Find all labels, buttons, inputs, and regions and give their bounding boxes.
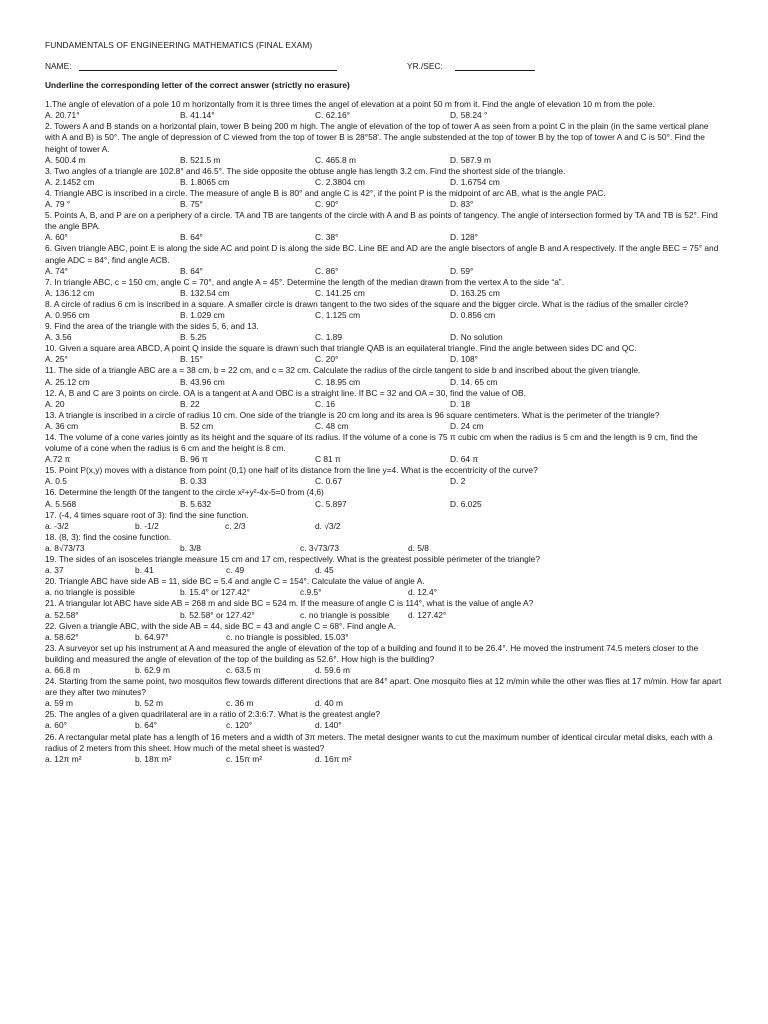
question-text: 24. Starting from the same point, two mosquitos flew towards different directions that are 84° apart. One mosquito flies at 12 m/min while the other was flies at 17 m/min. How far apart are they after two minutes? (45, 676, 722, 698)
question-item (45, 621, 725, 643)
answer-option[interactable]: b. 41 (135, 565, 154, 576)
question-item (45, 465, 725, 487)
name-blank-line[interactable] (79, 70, 337, 71)
answer-options (45, 266, 725, 277)
question-item (45, 643, 725, 676)
answer-option[interactable]: C. 1.125 cm (315, 309, 361, 320)
answer-option[interactable]: c. 15π m² (226, 753, 263, 764)
answer-option[interactable]: D. 58.24 ° (450, 110, 488, 121)
answer-option[interactable]: b. 15.4° or 127.42° (180, 587, 251, 598)
answer-option[interactable]: a. 66.8 m (45, 664, 80, 675)
answer-option[interactable]: A. 25.12 cm (45, 376, 90, 387)
answer-option[interactable]: C. 465.8 m (315, 154, 356, 165)
question-item (45, 321, 725, 343)
answer-options (45, 177, 725, 188)
answer-option[interactable]: A.72 π (45, 454, 71, 465)
answer-option[interactable]: C. 86° (315, 265, 339, 276)
question-text: 9. Find the area of the triangle with the sides 5, 6, and 13. (45, 321, 259, 332)
answer-options (45, 377, 725, 388)
answer-option[interactable]: b. 52 m (135, 698, 163, 709)
question-item (45, 277, 725, 299)
answer-options (45, 632, 725, 643)
answer-options (45, 754, 725, 765)
answer-option[interactable]: d. 5/8 (408, 542, 429, 553)
answer-options (45, 421, 725, 432)
question-text: 22. Given a triangle ABC, with the side AB = 44, side BC = 43 and angle C = 68°. Find angle A. (45, 620, 396, 631)
answer-option[interactable]: a. 37 (45, 565, 64, 576)
answer-option[interactable]: C. 90° (315, 199, 339, 210)
exam-page (45, 38, 725, 765)
answer-option[interactable]: D. 587.9 m (450, 154, 491, 165)
name-row (45, 61, 725, 72)
answer-option[interactable]: c. no triangle is possible (226, 631, 316, 642)
answer-option[interactable]: B. 64° (180, 265, 203, 276)
answer-option[interactable]: c. 3√73/73 (300, 542, 340, 553)
answer-option[interactable]: D. 6.025 (450, 498, 482, 509)
answer-option[interactable]: B. 132.54 cm (180, 287, 230, 298)
question-text: 25. The angles of a given quadrilateral are in a ratio of 2:3:6:7. What is the greatest angle? (45, 709, 381, 720)
answer-option[interactable]: B. 5.25 (180, 332, 207, 343)
question-item (45, 532, 725, 554)
question-text: 26. A rectangular metal plate has a length of 16 meters and a width of 3π meters. The metal designer wants to cut the maximum number of identical circular metal disks, each with a radius of 2 meters from this sheet. How much of the metal sheet is wasted? (45, 731, 713, 753)
question-text: 4. Triangle ABC is inscribed in a circle. The measure of angle B is 80° and angle C is 42°, if the point P is the midpoint of arc AB, what is the angle PAC. (45, 187, 606, 198)
question-item (45, 676, 725, 709)
answer-option[interactable]: D. No solution (450, 332, 503, 343)
answer-option[interactable]: c. 49 (226, 565, 245, 576)
answer-options (45, 155, 725, 166)
question-item (45, 388, 725, 410)
question-text: 18. (8, 3): find the cosine function. (45, 531, 172, 542)
answer-options (45, 565, 725, 576)
answer-option[interactable]: C. 18.95 cm (315, 376, 361, 387)
answer-options (45, 332, 725, 343)
answer-option[interactable]: C. 20° (315, 354, 339, 365)
answer-option[interactable]: B. 96 π (180, 454, 208, 465)
answer-option[interactable]: D. 18 (450, 398, 471, 409)
answer-option[interactable]: C. 0.67 (315, 476, 343, 487)
answer-option[interactable]: a. 8√73/73 (45, 542, 85, 553)
answer-option[interactable]: a. -3/2 (45, 520, 69, 531)
answer-option[interactable]: A. 2.1452 cm (45, 176, 95, 187)
answer-option[interactable]: A. 5.568 (45, 498, 77, 509)
answer-option[interactable]: D. 14. 65 cm (450, 376, 498, 387)
question-item (45, 99, 725, 121)
answer-option[interactable]: d. 16π m² (315, 753, 352, 764)
instructions: Underline the corresponding letter of the correct answer (strictly no erasure) (45, 80, 350, 91)
answer-option[interactable]: d. √3/2 (315, 520, 341, 531)
answer-option[interactable]: D. 83° (450, 199, 474, 210)
answer-option[interactable]: A. 136.12 cm (45, 287, 95, 298)
question-text: 3. Two angles of a triangle are 102.8° and 46.5°. The side opposite the obtuse angle has length 3.2 cm. Find the shortest side of the triangle. (45, 165, 566, 176)
answer-options (45, 354, 725, 365)
question-item (45, 510, 725, 532)
answer-option[interactable]: d. 15.03° (315, 631, 349, 642)
answer-option[interactable]: B. 64° (180, 232, 203, 243)
question-item (45, 709, 725, 731)
question-text: 14. The volume of a cone varies jointly as its height and the square of its radius. If the volume of a cone is 75 π cubic cm when the radius is 5 cm and the length is 9 cm, find the volume of a cone when the radius is 6 cm and the height is 8 cm. (45, 432, 698, 454)
answer-option[interactable]: D. 64 π (450, 454, 479, 465)
answer-option[interactable]: A. 36 cm (45, 420, 79, 431)
answer-option[interactable]: D. 1.6754 cm (450, 176, 500, 187)
question-text: 11. The side of a triangle ABC are a = 38 cm, b = 22 cm, and c = 32 cm. Calculate the radius of the circle tangent to side b and inscribed about the given triangle. (45, 365, 641, 376)
answer-options (45, 543, 725, 554)
answer-option[interactable]: d. 127.42° (408, 609, 447, 620)
question-item (45, 487, 725, 509)
question-text: 17. (-4, 4 times square root of 3): find the sine function. (45, 509, 249, 520)
answer-option[interactable]: C. 5.897 (315, 498, 347, 509)
answer-option[interactable]: B. 41.14° (180, 110, 215, 121)
answer-option[interactable]: c. 2/3 (225, 520, 246, 531)
answer-option[interactable]: c. 63.5 m (226, 664, 261, 675)
answer-option[interactable]: A. 79 ° (45, 199, 71, 210)
question-item (45, 432, 725, 465)
answer-option[interactable]: B. 52 cm (180, 420, 214, 431)
question-text: 23. A surveyor set up his instrument at A and measured the angle of elevation of the top of a building and found it to be 26.4°. He moved the instrument 74.5 meters closer to the building and measured the angle of elevation of the top of the building as 52.6°. How high is the building? (45, 642, 699, 664)
answer-option[interactable]: b. 52.58° or 127.42° (180, 609, 255, 620)
exam-title: FUNDAMENTALS OF ENGINEERING MATHEMATICS (FINAL EXAM) (45, 40, 313, 50)
question-text: 6. Given triangle ABC, point E is along the side AC and point D is along the side BC. Line BE and AD are the angle bisectors of angle B and A respectively. If the angle BEC = 75° and angle ADC = 84°, find angle ACB. (45, 243, 719, 265)
answer-options (45, 454, 725, 465)
answer-option[interactable]: c. 120° (226, 720, 253, 731)
answer-option[interactable]: a. no triangle is possible (45, 587, 135, 598)
answer-options (45, 288, 725, 299)
answer-option[interactable]: C. 2.3804 cm (315, 176, 365, 187)
answer-option[interactable]: c. no triangle is possible (300, 609, 390, 620)
answer-option[interactable]: A. 500.4 m (45, 154, 86, 165)
answer-option[interactable]: B. 43.96 cm (180, 376, 225, 387)
answer-option[interactable]: b. 18π m² (135, 753, 172, 764)
question-item (45, 343, 725, 365)
answer-options (45, 665, 725, 676)
answer-options (45, 199, 725, 210)
answer-option[interactable]: B. 1.8065 cm (180, 176, 230, 187)
answer-option[interactable]: B. 15° (180, 354, 203, 365)
question-item (45, 210, 725, 243)
question-text: 8. A circle of radius 6 cm is inscribed in a square. A smaller circle is drawn tangent to the two sides of the square and the bigger circle. What is the radius of the smaller circle? (45, 298, 689, 309)
question-text: 21. A triangular lot ABC have side AB = 268 m and side BC = 524 m. If the measure of angle C is 114°, what is the value of angle A? (45, 598, 534, 609)
answer-option[interactable]: a. 12π m² (45, 753, 82, 764)
answer-option[interactable]: A. 0.5 (45, 476, 67, 487)
answer-option[interactable]: D. 0.856 cm (450, 309, 496, 320)
question-item (45, 410, 725, 432)
answer-option[interactable]: C. 38° (315, 232, 339, 243)
answer-option[interactable]: A. 74° (45, 265, 68, 276)
question-item (45, 243, 725, 276)
answer-option[interactable]: c.9.5° (300, 587, 322, 598)
answer-options (45, 476, 725, 487)
answer-option[interactable]: D. 59° (450, 265, 474, 276)
answer-option[interactable]: d. 12.4° (408, 587, 437, 598)
answer-options (45, 110, 725, 121)
answer-option[interactable]: B. 22 (180, 398, 200, 409)
answer-option[interactable]: D. 163.25 cm (450, 287, 500, 298)
answer-option[interactable]: D. 2 (450, 476, 466, 487)
answer-option[interactable]: B. 521.5 m (180, 154, 221, 165)
answer-option[interactable]: b. 64° (135, 720, 157, 731)
answer-options (45, 587, 725, 598)
question-item (45, 554, 725, 576)
answer-option[interactable]: a. 60° (45, 720, 67, 731)
answer-option[interactable]: A. 3.56 (45, 332, 72, 343)
answer-options (45, 232, 725, 243)
answer-option[interactable]: b. -1/2 (135, 520, 159, 531)
question-item (45, 576, 725, 598)
answer-option[interactable]: C. 1.89 (315, 332, 343, 343)
answer-option[interactable]: b. 3/8 (180, 542, 201, 553)
answer-option[interactable]: d. 45 (315, 565, 334, 576)
answer-option[interactable]: d. 140° (315, 720, 342, 731)
answer-option[interactable]: a. 58.62° (45, 631, 79, 642)
answer-options (45, 399, 725, 410)
answer-option[interactable]: A. 0.956 cm (45, 309, 90, 320)
answer-option[interactable]: C. 141.25 cm (315, 287, 365, 298)
question-item (45, 121, 725, 165)
yrsec-label: YR./SEC: (407, 61, 443, 72)
question-text: 1.The angle of elevation of a pole 10 m horizontally from it is three times the angel of elevation at a point 50 m from it. Find the angle of elevation 10 m from the pole. (45, 99, 655, 110)
answer-option[interactable]: b. 64.97° (135, 631, 169, 642)
question-item (45, 732, 725, 765)
question-item (45, 188, 725, 210)
question-text: 5. Points A, B, and P are on a periphery of a circle. TA and TB are tangents of the circle with A and B as points of tangency. The angle of intersection formed by TA and TB is 52°. Find the angle BPA. (45, 210, 718, 232)
answer-option[interactable]: B. 75° (180, 199, 203, 210)
answer-option[interactable]: b. 62.9 m (135, 664, 170, 675)
answer-options (45, 720, 725, 731)
question-text: 12. A, B and C are 3 points on circle. OA is a tangent at A and OBC is a straight line. If BC = 32 and OA = 30, find the value of OB. (45, 387, 526, 398)
answer-option[interactable]: d. 40 m (315, 698, 343, 709)
question-text: 13. A triangle is inscribed in a circle of radius 10 cm. One side of the triangle is 20 cm long and its area is 96 square centimeters. What is the perimeter of the triangle? (45, 409, 660, 420)
question-item (45, 365, 725, 387)
question-text: 10. Given a square area ABCD, A point Q inside the square is drawn such that triangle QAB is an equilateral triangle. Find the angle between sides DC and QC. (45, 343, 637, 354)
yrsec-blank-line[interactable] (455, 70, 535, 71)
question-text: 15. Point P(x,y) moves with a distance from point (0,1) one half of its distance from the line y=4. What is the eccentricity of the curve? (45, 465, 538, 476)
answer-option[interactable]: d. 59.6 m (315, 664, 350, 675)
question-text: 2. Towers A and B stands on a horizontal plain, tower B being 200 m high. The angle of elevation of the top of tower A as seen from a point C in the plain (in the same vertical plane with A and B) is 50°. The angle of depression of C viewed from the top of tower B is 28°58'. The angle substended at the top of tower B by the top of tower A and C is 50°. Find the height of tower A. (45, 121, 709, 154)
answer-option[interactable]: A. 20 (45, 398, 65, 409)
question-text: 19. The sides of an isosceles triangle measure 15 cm and 17 cm, respectively. What is the greatest possible perimeter of the triangle? (45, 554, 540, 565)
answer-option[interactable]: B. 1.029 cm (180, 309, 225, 320)
answer-option[interactable]: A. 60° (45, 232, 68, 243)
answer-option[interactable]: B. 0.33 (180, 476, 207, 487)
answer-options (45, 310, 725, 321)
question-text: 20. Triangle ABC have side AB = 11, side BC = 5.4 and angle C = 154°. Calculate the value of angle A. (45, 576, 425, 587)
question-item (45, 166, 725, 188)
question-item (45, 299, 725, 321)
answer-option[interactable]: a. 59 m (45, 698, 73, 709)
question-text: 7. In triangle ABC, c = 150 cm, angle C = 70°, and angle A = 45°. Determine the length of the median drawn from the vertex A to the side “a”. (45, 276, 565, 287)
answer-option[interactable]: D. 128° (450, 232, 479, 243)
answer-option[interactable]: D. 24 cm (450, 420, 484, 431)
answer-option[interactable]: C. 48 cm (315, 420, 349, 431)
answer-options (45, 521, 725, 532)
answer-option[interactable]: a. 52.58° (45, 609, 79, 620)
question-list (45, 99, 725, 765)
answer-option[interactable]: D. 108° (450, 354, 479, 365)
answer-option[interactable]: B. 5.632 (180, 498, 212, 509)
answer-option[interactable]: C 81 π (315, 454, 341, 465)
answer-option[interactable]: c. 36 m (226, 698, 254, 709)
question-item (45, 598, 725, 620)
answer-option[interactable]: C. 16 (315, 398, 336, 409)
answer-options (45, 499, 725, 510)
answer-options (45, 698, 725, 709)
answer-option[interactable]: A. 25° (45, 354, 68, 365)
question-text: 16. Determine the length 0f the tangent to the circle x²+y²-4x-5=0 from (4,6) (45, 487, 324, 498)
answer-options (45, 610, 725, 621)
name-label: NAME: (45, 61, 72, 72)
answer-option[interactable]: A. 20.71° (45, 110, 80, 121)
answer-option[interactable]: C. 62.16° (315, 110, 351, 121)
